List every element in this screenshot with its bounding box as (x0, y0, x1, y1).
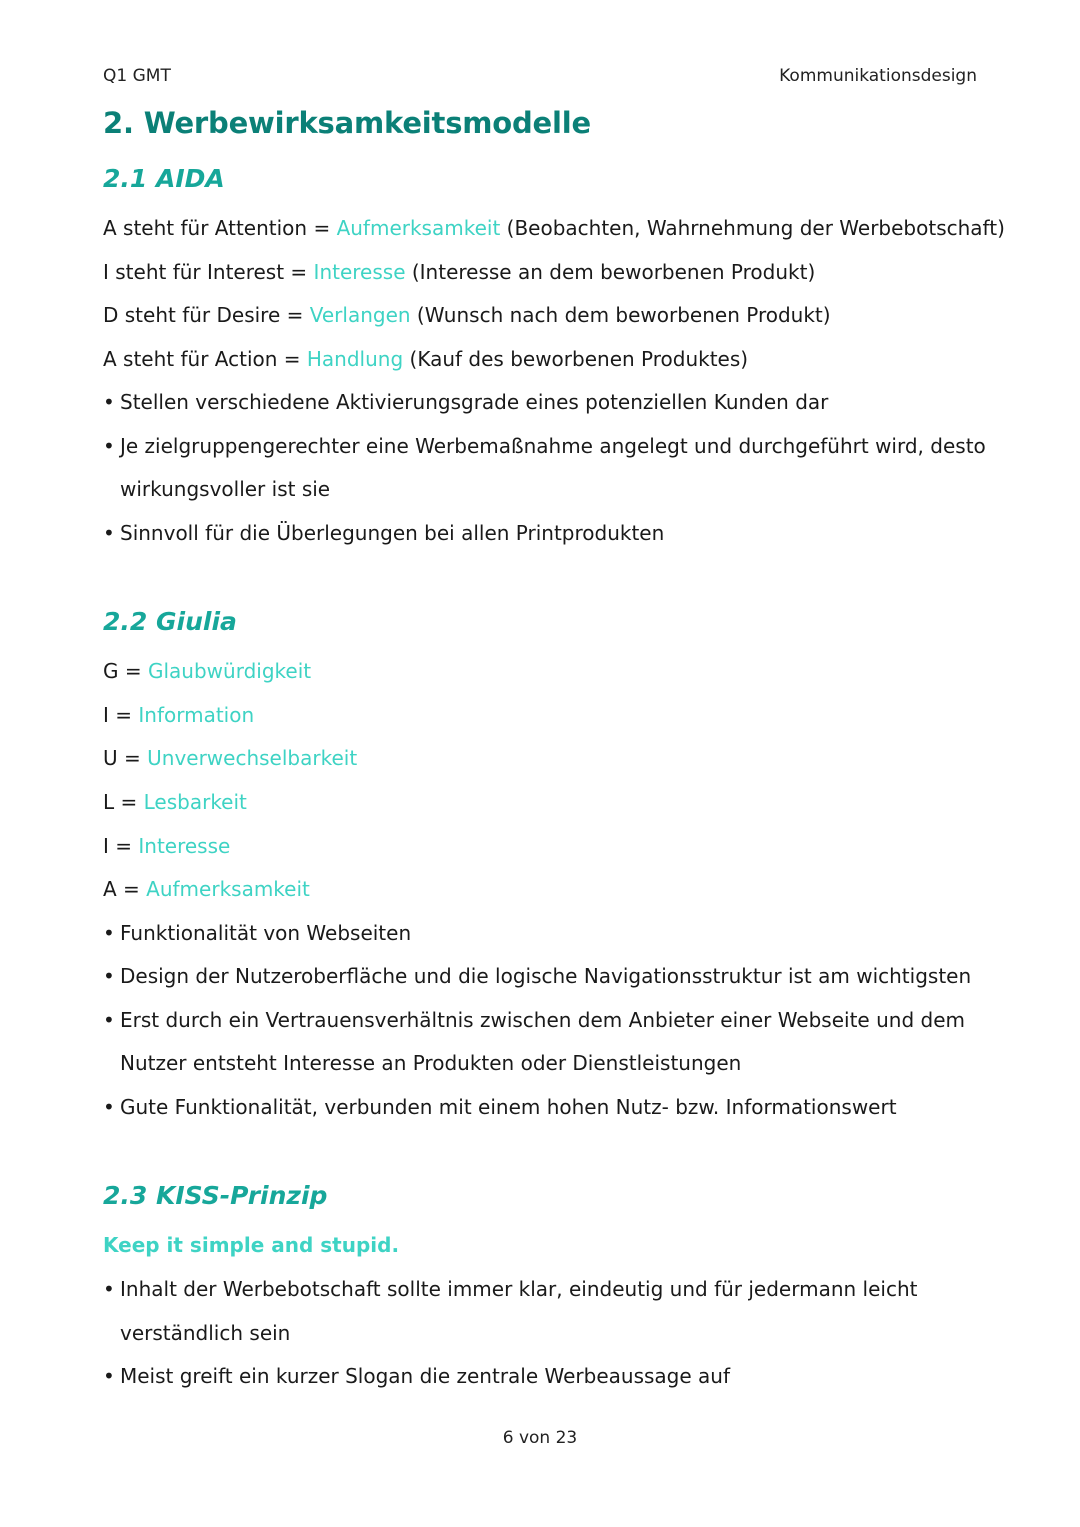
list-item-text: Stellen verschiedene Aktivierungsgrade eines potenziellen Kunden dar (120, 390, 829, 414)
giulia-row (103, 657, 311, 685)
bullet-icon: • (103, 434, 115, 458)
aida-row-prefix: D steht für Desire = (103, 303, 310, 327)
page-number: 6 von 23 (502, 1428, 578, 1448)
giulia-row-prefix: L = (103, 790, 144, 814)
aida-row (103, 258, 815, 286)
section-heading-giulia: 2.2 Giulia (103, 607, 237, 636)
giulia-row-prefix: U = (103, 746, 148, 770)
giulia-row-term: Information (138, 703, 255, 727)
aida-row-term: Aufmerksamkeit (336, 216, 501, 240)
aida-row-prefix: A steht für Action = (103, 347, 307, 371)
aida-row-term: Handlung (306, 347, 404, 371)
giulia-row-term: Unverwechselbarkeit (147, 746, 358, 770)
bullet-icon: • (103, 921, 115, 945)
aida-row (103, 345, 748, 373)
aida-row-term: Interesse (313, 260, 406, 284)
bullet-icon: • (103, 964, 115, 988)
list-item (103, 432, 986, 460)
bullet-icon: • (103, 1364, 115, 1388)
giulia-row-term: Aufmerksamkeit (146, 877, 310, 901)
kiss-slogan: Keep it simple and stupid. (103, 1233, 400, 1257)
list-item-text: Sinnvoll für die Überlegungen bei allen Printprodukten (120, 521, 665, 545)
giulia-row (103, 875, 310, 903)
page-title: 2. Werbewirksamkeitsmodelle (103, 106, 591, 140)
giulia-row-prefix: G = (103, 659, 148, 683)
list-item (103, 388, 828, 416)
list-item (103, 1006, 965, 1034)
giulia-row-prefix: A = (103, 877, 147, 901)
list-item-continuation: Nutzer entsteht Interesse an Produkten oder Dienstleistungen (120, 1051, 742, 1075)
list-item (103, 919, 411, 947)
giulia-row-prefix: I = (103, 703, 139, 727)
list-item-text: Inhalt der Werbebotschaft sollte immer klar, eindeutig und für jedermann leicht (120, 1277, 918, 1301)
list-item-text: Je zielgruppengerechter eine Werbemaßnahme angelegt und durchgeführt wird, desto (120, 434, 986, 458)
list-item-text: Funktionalität von Webseiten (120, 921, 412, 945)
aida-row (103, 214, 1005, 242)
bullet-icon: • (103, 390, 115, 414)
aida-row-suffix: (Interesse an dem beworbenen Produkt) (405, 260, 816, 284)
bullet-icon: • (103, 1008, 115, 1032)
list-item (103, 962, 971, 990)
list-item-text: Meist greift ein kurzer Slogan die zentrale Werbeaussage auf (120, 1364, 730, 1388)
list-item (103, 519, 664, 547)
giulia-row-term: Interesse (138, 834, 231, 858)
aida-row-term: Verlangen (309, 303, 411, 327)
giulia-row-term: Lesbarkeit (143, 790, 247, 814)
aida-row-suffix: (Kauf des beworbenen Produktes) (403, 347, 749, 371)
list-item (103, 1362, 730, 1390)
section-heading-kiss: 2.3 KISS-Prinzip (103, 1181, 328, 1210)
aida-row-prefix: A steht für Attention = (103, 216, 337, 240)
giulia-row (103, 788, 247, 816)
giulia-row (103, 701, 254, 729)
giulia-row-term: Glaubwürdigkeit (147, 659, 312, 683)
list-item-continuation: verständlich sein (120, 1321, 291, 1345)
giulia-row (103, 832, 230, 860)
aida-row-suffix: (Beobachten, Wahrnehmung der Werbebotschaft) (500, 216, 1005, 240)
aida-row-prefix: I steht für Interest = (103, 260, 314, 284)
list-item (103, 1275, 917, 1303)
bullet-icon: • (103, 521, 115, 545)
list-item-text: Erst durch ein Vertrauensverhältnis zwischen dem Anbieter einer Webseite und dem (120, 1008, 965, 1032)
header-subject: Kommunikationsdesign (779, 66, 977, 86)
list-item-continuation: wirkungsvoller ist sie (120, 477, 331, 501)
list-item (103, 1093, 897, 1121)
list-item-text: Design der Nutzeroberfläche und die logische Navigationsstruktur ist am wichtigsten (120, 964, 972, 988)
aida-row-suffix: (Wunsch nach dem beworbenen Produkt) (410, 303, 831, 327)
bullet-icon: • (103, 1095, 115, 1119)
giulia-row-prefix: I = (103, 834, 139, 858)
list-item-text: Gute Funktionalität, verbunden mit einem hohen Nutz- bzw. Informationswert (120, 1095, 897, 1119)
bullet-icon: • (103, 1277, 115, 1301)
header-course: Q1 GMT (103, 66, 171, 86)
aida-row (103, 301, 831, 329)
section-heading-aida: 2.1 AIDA (103, 164, 225, 193)
giulia-row (103, 744, 357, 772)
